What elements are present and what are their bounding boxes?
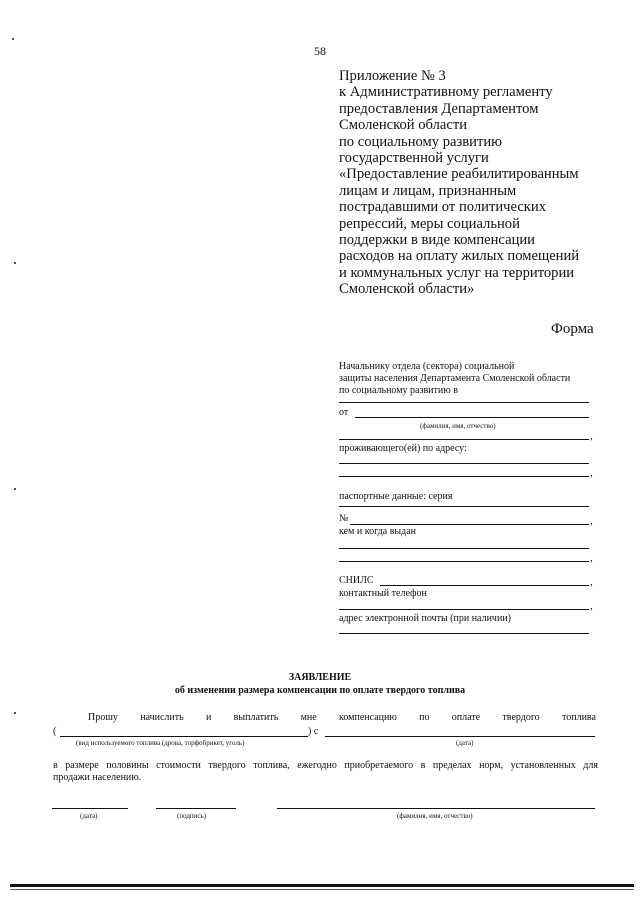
passport-label: паспортные данные: серия: [339, 491, 453, 502]
passport-number-line[interactable]: [350, 524, 589, 525]
appendix-line: Смоленской области»: [339, 281, 475, 298]
scan-speck: [12, 38, 14, 40]
appendix-line: расходов на оплату жилых помещений: [339, 248, 580, 265]
appendix-line: предоставления Департаментом: [339, 100, 539, 117]
addressee-line-1: Начальнику отдела (сектора) социальной: [339, 361, 515, 372]
appendix-line: и коммунальных услуг на территории: [339, 264, 575, 281]
comma-3: ,: [590, 515, 593, 527]
page-number: 58: [314, 44, 326, 58]
sign-fio-line[interactable]: [277, 808, 595, 809]
comma-2: ,: [590, 467, 593, 479]
passport-series-line[interactable]: [339, 506, 589, 507]
sign-date-line[interactable]: [52, 808, 128, 809]
addressee-line-3: по социальному развитию в: [339, 385, 458, 396]
appendix-line: к Административному регламенту: [339, 84, 553, 101]
appendix-line: государственной услуги: [339, 150, 489, 167]
comma-1: ,: [590, 430, 593, 442]
appendix-header: [339, 68, 629, 298]
scan-bottom-border-thin: [10, 889, 634, 890]
department-field-line[interactable]: [339, 402, 589, 403]
signature-caption: (подпись): [177, 812, 207, 820]
appendix-line: лицам и лицам, признанным: [339, 182, 517, 199]
email-label: адрес электронной почты (при наличии): [339, 613, 511, 624]
appendix-line: по социальному развитию: [339, 133, 503, 150]
fio-field-line-2[interactable]: [339, 439, 589, 440]
fuel-caption: (вид используемого топлива (дрова, торфобрикет, уголь): [76, 739, 245, 747]
start-date-field-line[interactable]: [325, 736, 595, 737]
passport-number-label: №: [339, 513, 349, 524]
fio-field-line[interactable]: [355, 417, 589, 418]
from-label: от: [339, 407, 349, 418]
amount-line-2: продажи населению.: [53, 772, 142, 783]
signature-line[interactable]: [156, 808, 236, 809]
scan-speck: [14, 488, 16, 490]
fuel-type-field-line[interactable]: [60, 736, 308, 737]
appendix-line: репрессий, меры социальной: [339, 215, 520, 232]
issued-field-line-1[interactable]: [339, 548, 589, 549]
request-word: топлива: [561, 712, 596, 723]
request-word: по: [419, 712, 430, 723]
request-word: начислить: [140, 712, 184, 723]
address-field-line-2[interactable]: [339, 476, 589, 477]
appendix-line: «Предоставление реабилитированным: [339, 166, 579, 183]
statement-title: ЗАЯВЛЕНИЕ: [288, 672, 352, 683]
sign-date-caption: (дата): [80, 812, 98, 820]
address-field-line-1[interactable]: [339, 463, 589, 464]
request-word: компенсацию: [339, 712, 397, 723]
comma-6: ,: [590, 600, 593, 612]
scan-speck: [14, 262, 16, 264]
form-label: Форма: [551, 321, 594, 337]
email-field-line[interactable]: [339, 633, 589, 634]
fio-caption: (фамилия, имя, отчество): [420, 422, 496, 430]
residing-label: проживающего(ей) по адресу:: [339, 443, 467, 454]
amount-line-1: в размере половины стоимости твердого топлива, ежегодно приобретаемого в пределах норм, установленных для: [53, 760, 598, 771]
request-word: мне: [300, 712, 317, 723]
request-word: Прошу: [88, 712, 118, 723]
issued-field-line-2[interactable]: [339, 561, 589, 562]
request-word: твердого: [502, 712, 540, 723]
snils-field-line[interactable]: [380, 585, 589, 586]
snils-label: СНИЛС: [339, 575, 374, 586]
addressee-line-2: защиты населения Департамента Смоленской области: [339, 373, 571, 384]
request-word: и: [206, 712, 212, 723]
request-word: оплате: [451, 712, 481, 723]
close-paren-with: ) с: [308, 726, 319, 737]
comma-4: ,: [590, 552, 593, 564]
appendix-line: пострадавшими от политических: [339, 199, 546, 216]
appendix-line: Смоленской области: [339, 117, 468, 134]
phone-label: контактный телефон: [339, 588, 427, 599]
scan-speck: [14, 712, 16, 714]
scan-bottom-border: [10, 884, 634, 887]
sign-fio-caption: (фамилия, имя, отчество): [397, 812, 473, 820]
start-date-caption: (дата): [456, 739, 474, 747]
request-line: [88, 712, 596, 723]
appendix-line: поддержки в виде компенсации: [339, 232, 535, 249]
statement-subtitle: об изменении размера компенсации по оплате твердого топлива: [174, 685, 466, 696]
appendix-line: Приложение № 3: [339, 68, 446, 84]
comma-5: ,: [590, 576, 593, 588]
phone-field-line[interactable]: [339, 609, 589, 610]
request-word: выплатить: [233, 712, 279, 723]
issued-label: кем и когда выдан: [339, 526, 417, 537]
open-paren: (: [53, 726, 57, 737]
